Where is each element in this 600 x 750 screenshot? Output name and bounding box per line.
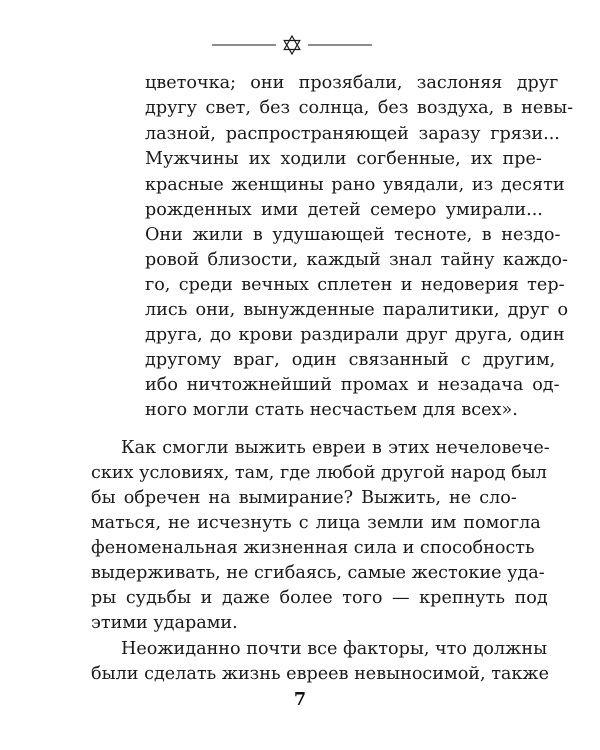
quote-line: друга, до крови раздирали друг друга, один xyxy=(145,325,565,345)
page-number: 7 xyxy=(293,689,307,710)
paragraph-line: были сделать жизнь евреев невыносимой, также xyxy=(91,664,550,684)
star-of-david-icon xyxy=(284,36,300,54)
header-ornament xyxy=(212,33,372,57)
quote-line: красные женщины рано увядали, из десяти xyxy=(145,175,565,195)
quote-line: лазной, распространяющей заразу грязи... xyxy=(145,124,560,144)
paragraph-line: Как смогли выжить евреи в этих нечеловече- xyxy=(121,438,550,458)
paragraph-line: выдерживать, не сгибаясь, самые жестокие уда- xyxy=(91,563,545,583)
quote-line: го, среди вечных сплетен и недоверия тер- xyxy=(145,275,565,295)
quote-line: другу свет, без солнца, без воздуха, в невы- xyxy=(145,98,574,118)
paragraph-line: этими ударами. xyxy=(91,613,238,633)
quote-line: ного могли стать несчастьем для всех». xyxy=(145,400,518,420)
paragraph-line: ры судьбы и даже более того — крепнуть под xyxy=(91,588,548,608)
paragraph-line: бы обречен на вымирание? Выжить, не сло- xyxy=(91,488,517,508)
quote-line: ровой близости, каждый знал тайну каждо- xyxy=(145,250,568,270)
quote-line: Они жили в удушающей тесноте, в нездо- xyxy=(145,225,561,245)
paragraph-line: Неожиданно почти все факторы, что должны xyxy=(121,639,548,659)
paragraph-line: феноменальная жизненная сила и способность xyxy=(91,538,535,558)
quote-line: рожденных ими детей семеро умирали... xyxy=(145,200,543,220)
paragraph-line: ских условиях, там, где любой другой народ был xyxy=(91,463,547,483)
quote-line: ибо ничтожнейший промах и незадача од- xyxy=(145,375,560,395)
quote-line: Мужчины их ходили согбенные, их пре- xyxy=(145,149,542,169)
paragraph-line: маться, не исчезнуть с лица земли им помогла xyxy=(91,513,541,533)
quote-line: лись они, вынужденные паралитики, друг о xyxy=(145,300,569,320)
quote-line: цветочка; они прозябали, заслоняя друг xyxy=(145,73,559,93)
quote-line: другому враг, один связанный с другим, xyxy=(145,350,556,370)
